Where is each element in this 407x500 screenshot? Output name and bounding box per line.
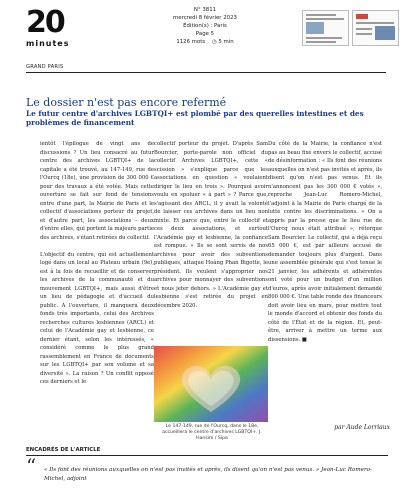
page-thumbnail-left <box>302 10 349 46</box>
logo-word: minutes <box>26 39 70 48</box>
clock-icon: ◷ <box>211 39 217 45</box>
word-count: 1126 mots <box>176 39 206 45</box>
logo-number: 20 <box>26 5 64 40</box>
article-column-2: collectif porteur du projet. D'après Sam Bourcier, porte-parole non officiel du collectif Archives LGBTQI+, cette « scission » s'explique parce que les associations en question « voulaient diriger le lieu en trois ». Pourquoi avoir voulu en spoluer « à part » ? Parce que, s'agissant des ARCL, il y avait la volonté de laisser ces archives dans un lieu non mixte. Et parce que, entre le collectif et ces deux associations, et surtout l'Académie gay et lesbienne, la confiance est rompue. « Ils se sont servis de nos archives pour avoir des subventions publiques, attaque Hoàng Phan Bigotte, le président. Ils veulent s'approprier nos archives pour monnayer des subventions et nous jeter dehors. » L'Académie gay et lesbienne s'est retirée du projet en décembre 2020. <box>154 141 268 309</box>
issue-edition: Édition(s) : Paris <box>183 23 227 29</box>
issue-page: Page 5 <box>195 31 215 37</box>
masthead <box>0 0 407 62</box>
article-column-3: Du côté de la Mairie, la confiance n'est pas au beau fixe envers le collectif, accusé de désinformation : « Ils font des réunions auxquelles on n'est pas invités et après, ils disent qu'on n'est pas venus. Et ils n'annoncent pas les 300 000 € votés », reproche Jean-Luc Romero-Michel, l'adjoint à la Mairie de Paris chargé de la lutte contre les discriminations. « On a appris par la presse que le lieu rue de l'Ourcq nous était attribué », rétorque Sam Bourcier. Le collectif, qui a déjà reçu 65 000 €, est par ailleurs accusé de demander toujours plus d'argent. Dans une assemblée générale qui s'est tenue le 21 janvier, les adhérents et adhérentes ont voté pour un budget d'un million d'euros, après avoir initialement demandé 800 000 €. Une table ronde des financeurs doit avoir lieu en mars, pour mettre tout le monde d'accord et obtenir des fonds du côté de l'État et de la région. Et, peut-être, arriver à mettre un terme aux dissensions. ■ <box>268 141 382 343</box>
article-title: Le dossier n'est pas encore refermé <box>26 96 227 109</box>
newspaper-logo <box>26 5 78 48</box>
article-subtitle: Le futur centre d'archives LGBTQI+ est plombé par des querelles intestines et des problèmes de financement <box>26 109 364 127</box>
article-column-1: ientôt l'épilogue de vingt ans de discussions ? Un lieu consacré au futur centre des archives LGBTQI+ de la capitale a été trouvé, au 147-149, rue de l'Ourcq (18e), une provision de 300 000 € pour des travaux a été votée. Mais cette ouverture se fait sur fond de tensions entre d'une part, la Mairie de Paris et le collectif d'associations porteur du projet, et d'autre part, les associations – deux d'entre elles, qui portent la majeure partie des archives, s'étant retirées du collectif. L'objectif du centre, qui est actuellement logé dans un local au Plateau urbain (9e), est à la fois de recueillir et de conserver les archives de la communauté et du mouvement LGBTQI+, mais aussi d'être un lieu de pédagogie et d'accueil du public. À l'ouverture, il manquera deux fonds très importants, celui des Archives recherches cultures lesbiennes (ARCL) et celui de l'Académie gay et lesbienne, ce dernier étant, selon les intéressés, « considéré comme le plus grand rassemblement en France de documents sur les LGBTQI+ par son volume et sa diversité ». La raison ? Un conflit opposé ces derniers et le <box>40 141 154 385</box>
box-heading: ENCADRÉS DE L'ARTICLE <box>26 447 388 456</box>
article-photo <box>154 346 268 422</box>
photo-caption: Le 147-149, rue de l'Ourcq, dans le 18e, accueillera le centre d'archives LGBTQI+. J. Hansim / Sipa <box>162 424 262 441</box>
issue-number: N° 3811 <box>193 7 217 13</box>
reading-time: 5 min <box>218 39 234 45</box>
page-thumbnails <box>302 10 398 44</box>
section-rubric: GRAND PARIS <box>26 64 386 73</box>
rainbow-heart-photo <box>154 346 268 422</box>
article-byline: par Aude Lorriaux <box>334 424 390 431</box>
quote-mark-icon: “ <box>26 454 37 478</box>
issue-meta <box>140 6 270 46</box>
issue-date: mercredi 8 février 2023 <box>173 15 237 21</box>
reading-info <box>140 38 270 46</box>
page-thumbnail-right <box>352 10 399 46</box>
box-quote: « Ils font des réunions auxquelles on n'est pas invités et après, ils disent qu'on n'est pas venus. » Jean-Luc Romero-Michel, adjoint <box>44 467 372 482</box>
